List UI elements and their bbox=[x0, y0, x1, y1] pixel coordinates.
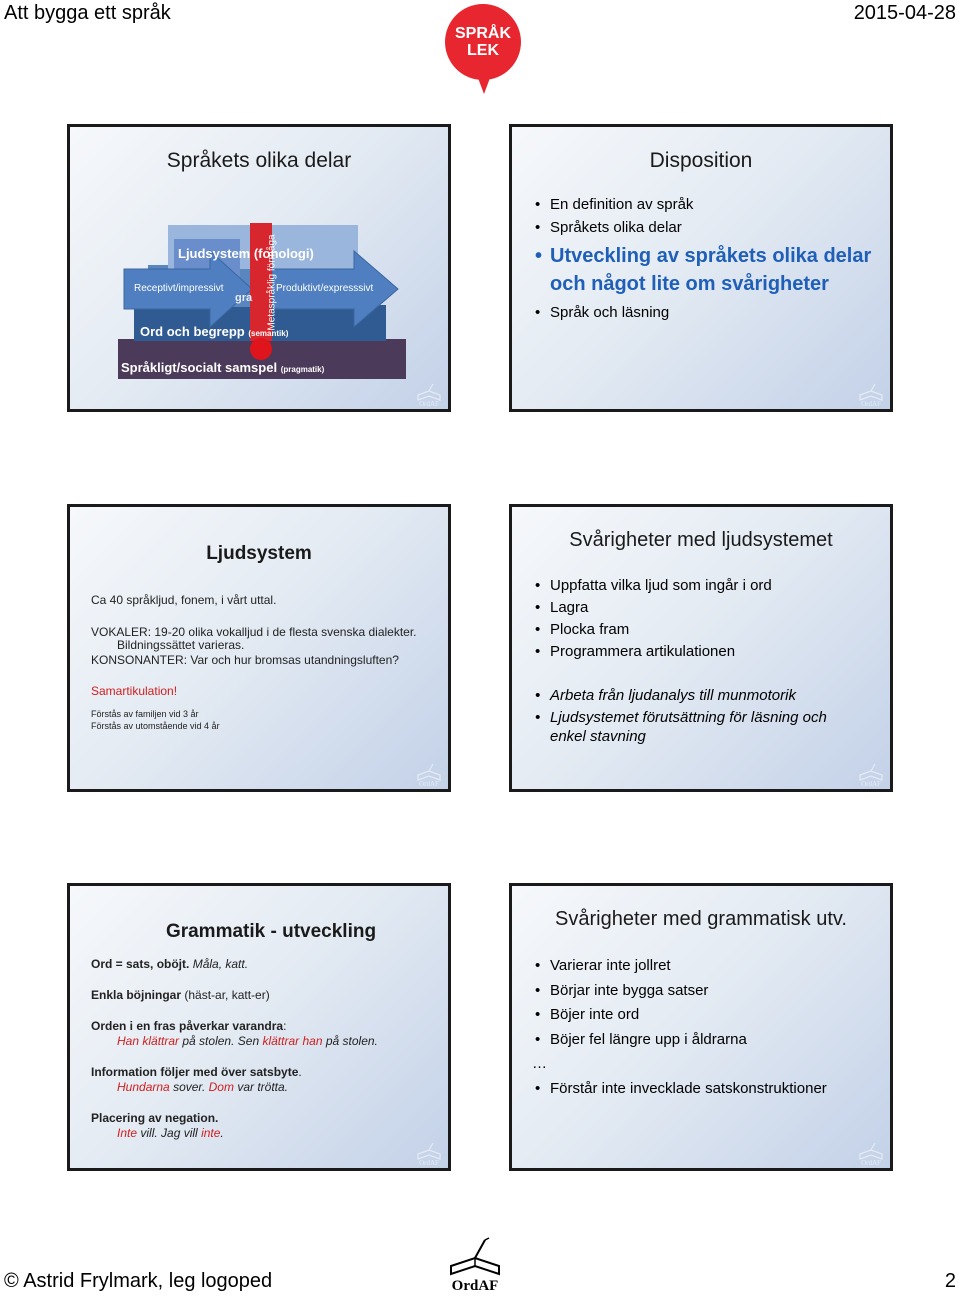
receptivt-label: Receptivt/impressivt bbox=[134, 283, 224, 294]
list-item: • Språkets olika delar bbox=[534, 219, 874, 236]
list-item: • Varierar inte jollret bbox=[534, 954, 874, 979]
list-ellipsis: … bbox=[532, 1055, 547, 1072]
vokaler-sub: Bildningssättet varieras. bbox=[117, 638, 245, 652]
samspel-label: Språkligt/socialt samspel (pragmatik) bbox=[121, 360, 325, 375]
grammar-orden: Orden i en fras påverkar varandra: bbox=[91, 1019, 287, 1033]
grammar-enkla: Enkla böjningar (häst-ar, katt-er) bbox=[91, 988, 270, 1002]
svarigheter-italic-list bbox=[534, 686, 854, 746]
list-item: • Förstår inte invecklade satskonstruktioner bbox=[534, 1077, 874, 1102]
svg-text:OrdAF: OrdAF bbox=[419, 1159, 439, 1166]
ordaf-logo-icon bbox=[443, 1236, 507, 1292]
ordaf-watermark-icon bbox=[414, 381, 444, 407]
list-item: • Plocka fram bbox=[534, 619, 874, 641]
ljudsystem-label: Ljudsystem (fonologi) bbox=[178, 246, 314, 261]
list-item: • En definition av språk bbox=[534, 196, 874, 213]
svg-text:OrdAF: OrdAF bbox=[861, 400, 881, 407]
ord-begrepp-label: Ord och begrepp (semantik) bbox=[140, 324, 289, 339]
list-item: • Språk och läsning bbox=[534, 304, 874, 321]
slide-title: Grammatik - utveckling bbox=[165, 921, 377, 942]
document-date: 2015-04-28 bbox=[853, 2, 956, 24]
slide-sprakets-delar bbox=[67, 124, 451, 412]
ordaf-watermark-icon bbox=[856, 381, 886, 407]
grammatik-svarigheter-list bbox=[534, 954, 874, 1101]
ljud-intro: Ca 40 språkljud, fonem, i vårt uttal. bbox=[91, 593, 277, 607]
grammar-info: Information följer med över satsbyte. bbox=[91, 1065, 302, 1079]
produktivt-label: Produktivt/expresssivt bbox=[276, 283, 374, 294]
konsonanter-line: KONSONANTER: Var och hur bromsas utandningsluften? bbox=[91, 653, 399, 667]
list-item: • Programmera artikulationen bbox=[534, 641, 874, 663]
ordaf-watermark-icon bbox=[414, 1140, 444, 1166]
spraklek-logo: SPRÅK LEK bbox=[445, 4, 521, 96]
slide-title: Språkets olika delar bbox=[166, 149, 352, 172]
ordaf-watermark-icon bbox=[856, 761, 886, 787]
document-title: Att bygga ett språk bbox=[4, 2, 171, 24]
slide-title: Disposition bbox=[649, 149, 753, 172]
grammar-example-2: Hundarna sover. Dom var trötta. bbox=[117, 1080, 289, 1094]
list-item: • Lagra bbox=[534, 597, 874, 619]
grammar-negation: Placering av negation. bbox=[91, 1111, 219, 1125]
svg-text:OrdAF: OrdAF bbox=[419, 400, 439, 407]
slide-disposition bbox=[509, 124, 893, 412]
grammar-ord: Ord = sats, oböjt. Måla, katt. bbox=[91, 957, 249, 971]
list-item: • Böjer inte ord bbox=[534, 1003, 874, 1028]
page-number: 2 bbox=[944, 1270, 956, 1292]
grammar-example-1: Han klättrar på stolen. Sen klättrar han på stolen. bbox=[117, 1034, 378, 1048]
svg-text:OrdAF: OrdAF bbox=[861, 1159, 881, 1166]
overlap-text: gra bbox=[235, 292, 253, 304]
list-item: • Arbeta från ljudanalys till munmotorik bbox=[534, 686, 854, 705]
samartikulation: Samartikulation! bbox=[91, 684, 178, 698]
svarigheter-list bbox=[534, 575, 874, 663]
slide-title: Svårigheter med ljudsystemet bbox=[569, 529, 833, 551]
disposition-list bbox=[534, 196, 874, 321]
svg-text:OrdAF: OrdAF bbox=[451, 1278, 499, 1292]
metasprak-label: Metaspråklig förmåga bbox=[266, 234, 278, 331]
list-item: • Börjar inte bygga satser bbox=[534, 979, 874, 1004]
slide-title: Svårigheter med grammatisk utv. bbox=[555, 908, 847, 930]
svg-text:OrdAF: OrdAF bbox=[861, 780, 881, 787]
svg-text:OrdAF: OrdAF bbox=[419, 780, 439, 787]
ordaf-watermark-icon bbox=[856, 1140, 886, 1166]
forstas-familj: Förstås av familjen vid 3 år bbox=[91, 709, 199, 719]
slide-grammatik bbox=[67, 883, 451, 1171]
list-item: • Böjer fel längre upp i åldrarna bbox=[534, 1028, 874, 1053]
slide-ljudsystem bbox=[67, 504, 451, 792]
ordaf-watermark-icon bbox=[414, 761, 444, 787]
list-item-highlight: • Utveckling av språkets olika delar och något lite om svårigheter bbox=[534, 242, 874, 298]
forstas-utomstaende: Förstås av utomstående vid 4 år bbox=[91, 721, 220, 731]
list-item: • Uppfatta vilka ljud som ingår i ord bbox=[534, 575, 874, 597]
slide-svarigheter-ljud bbox=[509, 504, 893, 792]
slide-svarigheter-grammatik bbox=[509, 883, 893, 1171]
list-item: • Ljudsystemet förutsättning för läsning och enkel stavning bbox=[534, 708, 854, 746]
vokaler-line: VOKALER: 19-20 olika vokalljud i de flesta svenska dialekter. bbox=[91, 625, 417, 639]
grammar-example-3: Inte vill. Jag vill inte. bbox=[117, 1126, 224, 1140]
footer-author: © Astrid Frylmark, leg logoped bbox=[4, 1270, 273, 1292]
slide-title: Ljudsystem bbox=[206, 543, 312, 564]
